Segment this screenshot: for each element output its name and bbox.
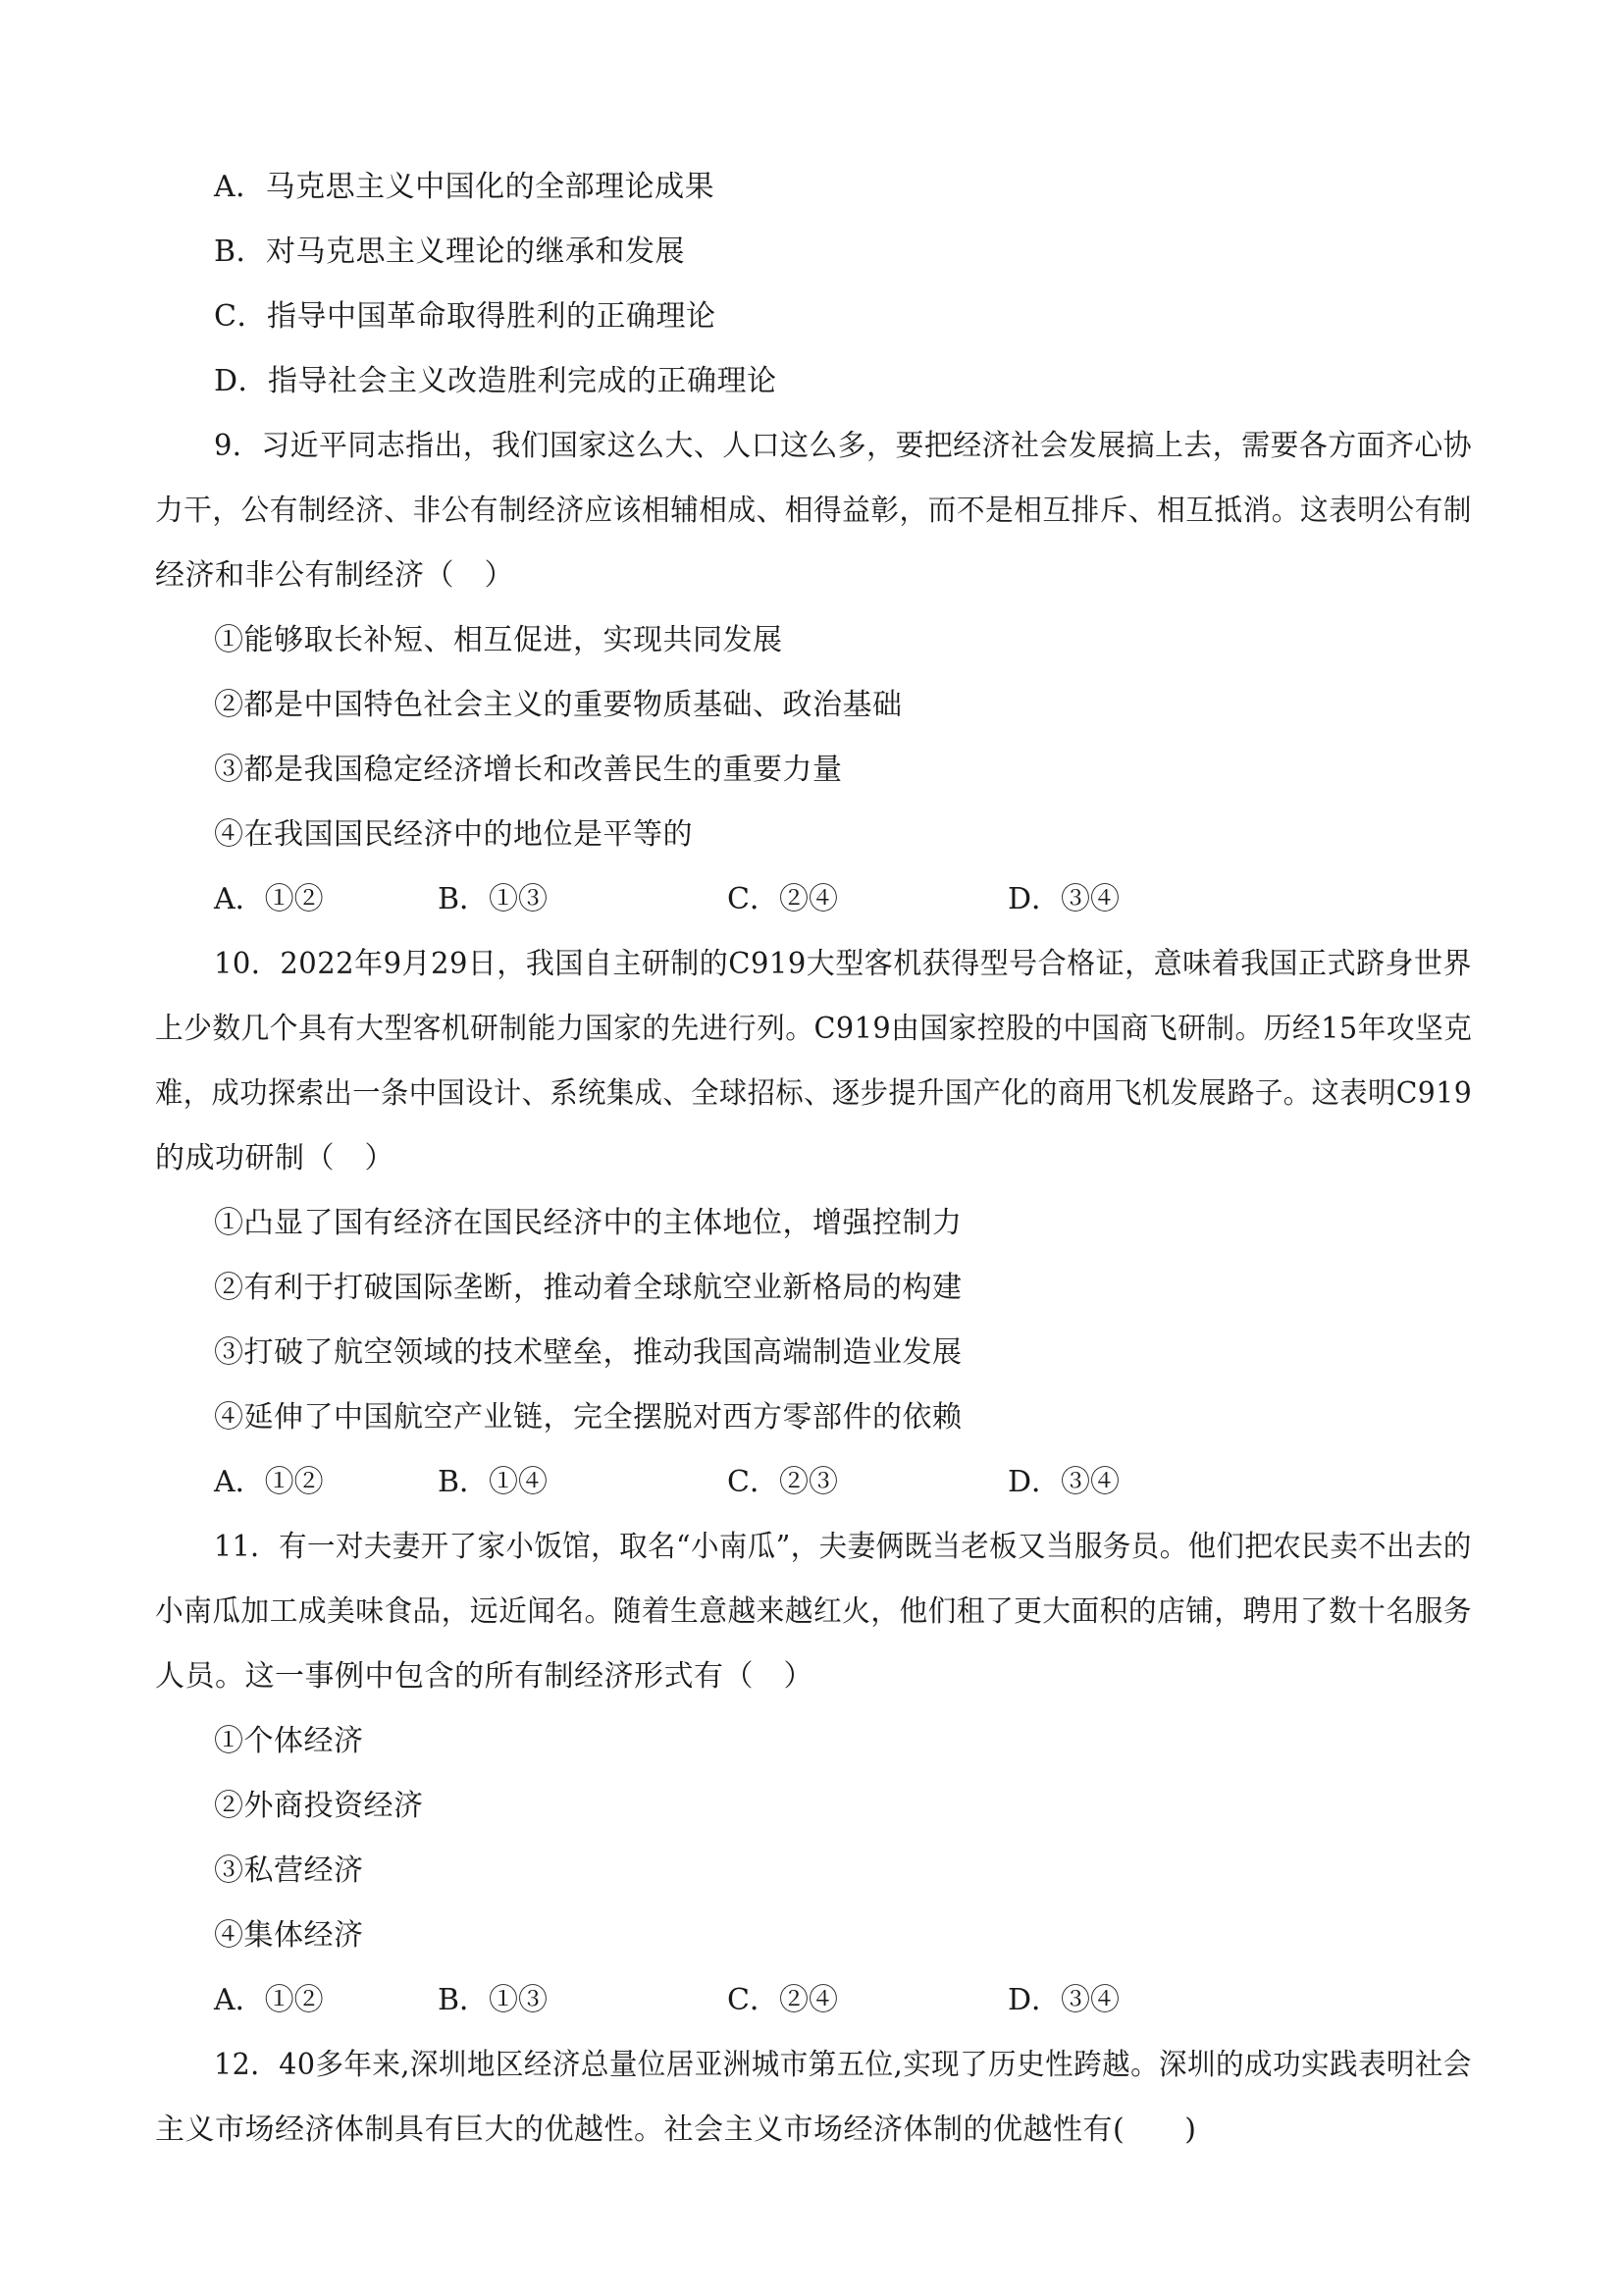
q9-choice-c: C．②④	[727, 882, 838, 916]
q10-choices	[0, 1463, 1623, 1502]
q9-item-4: ④在我国国民经济中的地位是平等的	[214, 817, 693, 852]
q10-choice-d: D．③④	[1008, 1465, 1121, 1499]
q8-option-c: C．指导中国革命取得胜利的正确理论	[214, 299, 716, 334]
q11-choice-b: B．①③	[438, 1983, 549, 2017]
q10-stem-line-3: 难，成功探索出一条中国设计、系统集成、全球招标、逐步提升国产化的商用飞机发展路子。这表明C919	[155, 1076, 1473, 1111]
q10-choice-c: C．②③	[727, 1465, 838, 1499]
q11-stem-line-2: 小南瓜加工成美味食品，远近闻名。随着生意越来越红火，他们租了更大面积的店铺，聘用了数十名服务	[155, 1594, 1472, 1629]
q11-choice-a: A．①②	[214, 1983, 324, 2017]
q9-stem-line-1: 9．习近平同志指出，我们国家这么大、人口这么多，要把经济社会发展搞上去，需要各方面齐心协	[214, 429, 1473, 463]
q12-stem-line-1: 12．40多年来,深圳地区经济总量位居亚洲城市第五位,实现了历史性跨越。深圳的成功实践表明社会	[214, 2048, 1472, 2082]
q11-choice-c: C．②④	[727, 1983, 838, 2017]
q10-item-4: ④延伸了中国航空产业链，完全摆脱对西方零部件的依赖	[214, 1400, 963, 1435]
q11-choices	[0, 1981, 1623, 2020]
q8-option-a: A．马克思主义中国化的全部理论成果	[214, 170, 715, 204]
q11-item-3: ③私营经济	[214, 1853, 364, 1888]
q9-choice-d: D．③④	[1008, 882, 1121, 916]
q9-item-3: ③都是我国稳定经济增长和改善民生的重要力量	[214, 753, 843, 787]
q10-stem-line-2: 上少数几个具有大型客机研制能力国家的先进行列。C919由国家控股的中国商飞研制。历经15年攻坚克	[155, 1012, 1473, 1046]
q10-item-3: ③打破了航空领域的技术壁垒，推动我国高端制造业发展	[214, 1335, 963, 1370]
q11-item-4: ④集体经济	[214, 1918, 364, 1953]
q8-option-b: B．对马克思主义理论的继承和发展	[214, 235, 686, 269]
q10-stem-line-1: 10．2022年9月29日，我国自主研制的C919大型客机获得型号合格证，意味着我国正式跻身世界	[214, 947, 1472, 981]
q10-stem-line-4: 的成功研制（ ）	[155, 1141, 394, 1175]
q9-choices	[0, 880, 1623, 919]
q10-choice-b: B．①④	[438, 1465, 549, 1499]
q11-stem-line-3: 人员。这一事例中包含的所有制经济形式有（ ）	[155, 1659, 813, 1694]
q10-choice-a: A．①②	[214, 1465, 324, 1499]
q11-item-1: ①个体经济	[214, 1724, 364, 1758]
q10-item-1: ①凸显了国有经济在国民经济中的主体地位，增强控制力	[214, 1206, 963, 1240]
q11-choice-d: D．③④	[1008, 1983, 1121, 2017]
q9-stem-line-3: 经济和非公有制经济（ ）	[155, 558, 514, 593]
q9-choice-b: B．①③	[438, 882, 549, 916]
q11-stem-line-1: 11．有一对夫妻开了家小饭馆，取名“小南瓜”，夫妻俩既当老板又当服务员。他们把农民卖不出去的	[214, 1530, 1472, 1564]
q9-item-2: ②都是中国特色社会主义的重要物质基础、政治基础	[214, 688, 903, 722]
q9-item-1: ①能够取长补短、相互促进，实现共同发展	[214, 623, 783, 657]
q9-choice-a: A．①②	[214, 882, 324, 916]
q10-item-2: ②有利于打破国际垄断，推动着全球航空业新格局的构建	[214, 1271, 963, 1305]
q9-stem-line-2: 力干，公有制经济、非公有制经济应该相辅相成、相得益彰，而不是相互排斥、相互抵消。这表明公有制	[155, 494, 1472, 528]
q12-stem-line-2: 主义市场经济体制具有巨大的优越性。社会主义市场经济体制的优越性有( )	[155, 2113, 1197, 2147]
q8-option-d: D．指导社会主义改造胜利完成的正确理论	[214, 364, 777, 398]
q11-item-2: ②外商投资经济	[214, 1789, 424, 1823]
